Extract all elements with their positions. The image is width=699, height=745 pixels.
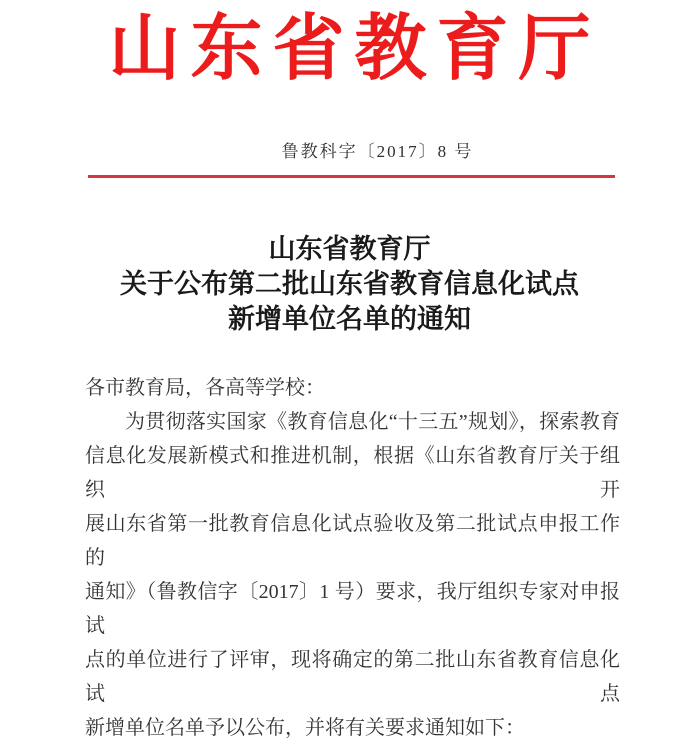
body-line: 通知》（鲁教信字〔2017〕1 号）要求，我厅组织专家对申报试 (85, 581, 620, 637)
document-title-line-3: 新增单位名单的通知 (228, 304, 471, 334)
body-line: 点的单位进行了评审，现将确定的第二批山东省教育信息化试点 (85, 649, 620, 705)
red-divider-rule (88, 175, 615, 178)
body-line: 为贯彻落实国家《教育信息化“十三五”规划》，探索教育 (125, 411, 620, 433)
document-title-line-1: 山东省教育厅 (268, 234, 431, 264)
document-body (85, 371, 620, 745)
body-line: 展山东省第一批教育信息化试点验收及第二批试点申报工作的 (85, 513, 620, 569)
agency-header: 山东省教育厅 (108, 9, 601, 89)
body-line: 新增单位名单予以公布，并将有关要求通知如下： (85, 717, 525, 739)
salutation: 各市教育局，各高等学校： (85, 377, 325, 399)
document-number: 鲁教科字〔2017〕8 号 (281, 142, 474, 161)
document-title (0, 232, 699, 337)
document-title-line-2: 关于公布第二批山东省教育信息化试点 (120, 269, 579, 299)
body-line: 信息化发展新模式和推进机制，根据《山东省教育厅关于组织开 (85, 445, 620, 501)
